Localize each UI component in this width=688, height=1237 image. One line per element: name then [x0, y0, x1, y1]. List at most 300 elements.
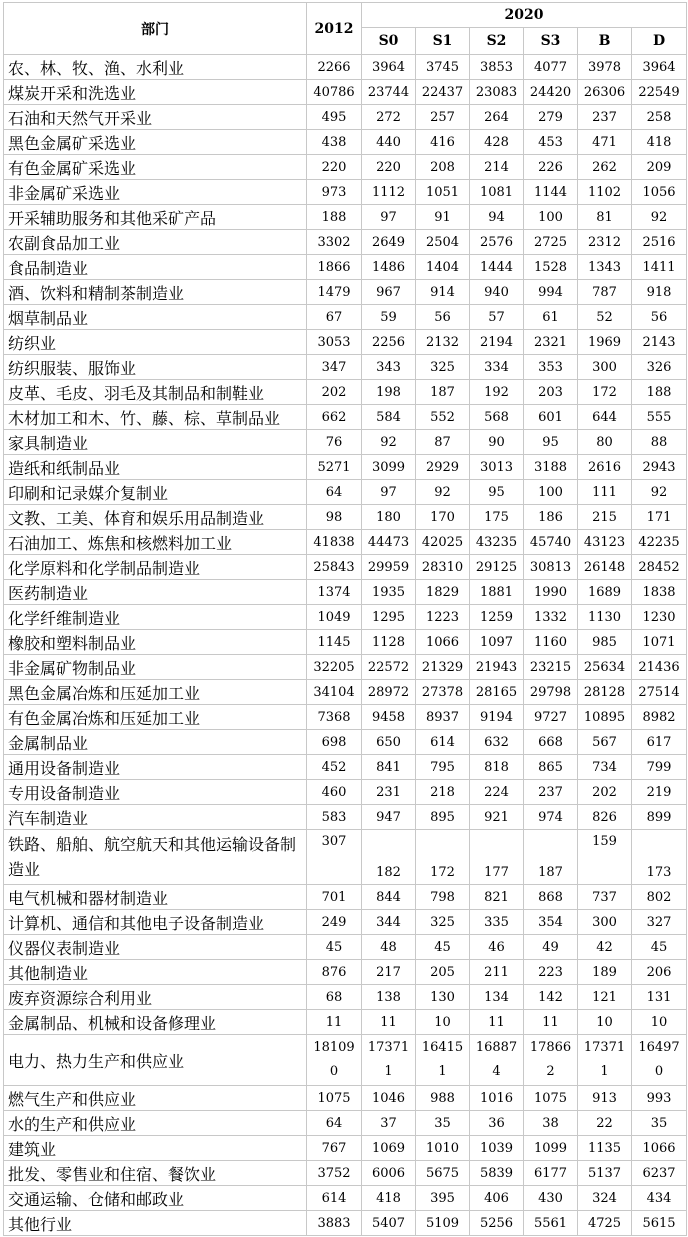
value-cell: 220 — [362, 155, 416, 180]
value-cell: 6177 — [524, 1161, 578, 1186]
value-cell: 264 — [470, 105, 524, 130]
value-cell: 87 — [416, 430, 470, 455]
value-cell-line: 2 — [546, 1064, 555, 1079]
value-cell: 434 — [632, 1186, 687, 1211]
value-cell: 189 — [578, 960, 632, 985]
value-cell: 29959 — [362, 555, 416, 580]
base-year-column-header: 2012 — [307, 3, 362, 55]
sector-cell: 医药制造业 — [4, 580, 307, 605]
value-cell: 21329 — [416, 655, 470, 680]
value-cell: 552 — [416, 405, 470, 430]
value-cell: 5561 — [524, 1211, 578, 1236]
value-cell: 172 — [578, 380, 632, 405]
sector-cell: 其他行业 — [4, 1211, 307, 1236]
value-cell: 45 — [416, 935, 470, 960]
table-row — [4, 530, 687, 555]
sector-cell: 汽车制造业 — [4, 805, 307, 830]
value-cell: 3964 — [362, 55, 416, 80]
value-cell: 25843 — [307, 555, 362, 580]
value-cell: 395 — [416, 1186, 470, 1211]
sector-cell: 批发、零售业和住宿、餐饮业 — [4, 1161, 307, 1186]
sector-cell: 有色金属矿采选业 — [4, 155, 307, 180]
sector-cell: 纺织服装、服饰业 — [4, 355, 307, 380]
value-cell: 100 — [524, 480, 578, 505]
sector-cell: 石油加工、炼焦和核燃料加工业 — [4, 530, 307, 555]
value-cell — [578, 1035, 632, 1086]
value-cell: 787 — [578, 280, 632, 305]
value-cell: 218 — [416, 780, 470, 805]
value-cell: 177 — [470, 830, 524, 885]
value-cell: 1071 — [632, 630, 687, 655]
sector-cell: 铁路、船舶、航空航天和其他运输设备制造业 — [4, 830, 307, 885]
value-cell: 219 — [632, 780, 687, 805]
value-cell: 42 — [578, 935, 632, 960]
value-cell: 186 — [524, 505, 578, 530]
value-cell: 826 — [578, 805, 632, 830]
value-cell: 27378 — [416, 680, 470, 705]
value-cell: 67 — [307, 305, 362, 330]
value-cell: 23083 — [470, 80, 524, 105]
table-row — [4, 480, 687, 505]
value-cell: 272 — [362, 105, 416, 130]
value-cell: 734 — [578, 755, 632, 780]
value-cell: 172 — [416, 830, 470, 885]
sector-cell: 黑色金属矿采选业 — [4, 130, 307, 155]
table-row — [4, 705, 687, 730]
table-row — [4, 1211, 687, 1236]
value-cell: 325 — [416, 355, 470, 380]
value-cell: 1066 — [632, 1136, 687, 1161]
value-cell: 11 — [524, 1010, 578, 1035]
value-cell: 1332 — [524, 605, 578, 630]
value-cell: 97 — [362, 205, 416, 230]
value-cell: 97 — [362, 480, 416, 505]
value-cell — [632, 1035, 687, 1086]
value-cell: 799 — [632, 755, 687, 780]
value-cell-line: 1 — [600, 1064, 609, 1079]
value-cell: 81 — [578, 205, 632, 230]
value-cell: 237 — [578, 105, 632, 130]
value-cell: 46 — [470, 935, 524, 960]
value-cell: 2266 — [307, 55, 362, 80]
value-cell: 9727 — [524, 705, 578, 730]
scenario-header-s3: S3 — [524, 28, 578, 55]
table-row — [4, 1035, 687, 1086]
table-body — [4, 55, 687, 1236]
value-cell: 187 — [416, 380, 470, 405]
sector-cell: 木材加工和木、竹、藤、棕、草制品业 — [4, 405, 307, 430]
table-row — [4, 960, 687, 985]
value-cell: 21943 — [470, 655, 524, 680]
value-cell: 22 — [578, 1111, 632, 1136]
value-cell: 1404 — [416, 255, 470, 280]
value-cell: 29798 — [524, 680, 578, 705]
value-cell: 1230 — [632, 605, 687, 630]
value-cell: 35 — [416, 1111, 470, 1136]
value-cell: 802 — [632, 885, 687, 910]
value-cell: 25634 — [578, 655, 632, 680]
value-cell: 555 — [632, 405, 687, 430]
value-cell: 1935 — [362, 580, 416, 605]
value-cell: 1479 — [307, 280, 362, 305]
value-cell: 1051 — [416, 180, 470, 205]
table-row — [4, 430, 687, 455]
value-cell: 1829 — [416, 580, 470, 605]
table-row — [4, 655, 687, 680]
value-cell-line: 4 — [492, 1064, 501, 1079]
table-row — [4, 1086, 687, 1111]
table-row — [4, 605, 687, 630]
value-cell: 3302 — [307, 230, 362, 255]
table-row — [4, 755, 687, 780]
value-cell: 668 — [524, 730, 578, 755]
value-cell: 211 — [470, 960, 524, 985]
value-cell: 347 — [307, 355, 362, 380]
value-cell: 471 — [578, 130, 632, 155]
value-cell: 818 — [470, 755, 524, 780]
energy-consumption-table — [3, 2, 687, 1236]
value-cell: 258 — [632, 105, 687, 130]
value-cell-line: 16415 — [421, 1040, 464, 1055]
value-cell: 1969 — [578, 330, 632, 355]
sector-cell: 煤炭开采和洗选业 — [4, 80, 307, 105]
sector-cell: 化学原料和化学制品制造业 — [4, 555, 307, 580]
value-cell: 2194 — [470, 330, 524, 355]
value-cell: 1102 — [578, 180, 632, 205]
value-cell: 11 — [470, 1010, 524, 1035]
value-cell: 257 — [416, 105, 470, 130]
value-cell: 1081 — [470, 180, 524, 205]
value-cell: 601 — [524, 405, 578, 430]
value-cell: 993 — [632, 1086, 687, 1111]
value-cell: 182 — [362, 830, 416, 885]
value-cell: 1223 — [416, 605, 470, 630]
value-cell: 10895 — [578, 705, 632, 730]
value-cell: 1099 — [524, 1136, 578, 1161]
value-cell: 44473 — [362, 530, 416, 555]
value-cell: 64 — [307, 1111, 362, 1136]
value-cell: 1112 — [362, 180, 416, 205]
value-cell: 1866 — [307, 255, 362, 280]
sector-cell: 酒、饮料和精制茶制造业 — [4, 280, 307, 305]
value-cell: 1128 — [362, 630, 416, 655]
value-cell: 324 — [578, 1186, 632, 1211]
value-cell: 632 — [470, 730, 524, 755]
table-row — [4, 1161, 687, 1186]
value-cell: 198 — [362, 380, 416, 405]
value-cell: 300 — [578, 355, 632, 380]
scenario-header-b: B — [578, 28, 632, 55]
value-cell-line: 18109 — [313, 1040, 355, 1055]
value-cell: 584 — [362, 405, 416, 430]
value-cell: 913 — [578, 1086, 632, 1111]
table-row — [4, 580, 687, 605]
value-cell: 617 — [632, 730, 687, 755]
value-cell: 9458 — [362, 705, 416, 730]
sector-cell: 专用设备制造业 — [4, 780, 307, 805]
value-cell: 192 — [470, 380, 524, 405]
sector-cell: 造纸和纸制品业 — [4, 455, 307, 480]
value-cell: 2649 — [362, 230, 416, 255]
value-cell: 1259 — [470, 605, 524, 630]
table-row — [4, 935, 687, 960]
value-cell: 1049 — [307, 605, 362, 630]
value-cell: 1010 — [416, 1136, 470, 1161]
sector-column-header: 部门 — [4, 3, 307, 55]
value-cell: 30813 — [524, 555, 578, 580]
scenario-header-d: D — [632, 28, 687, 55]
value-cell: 662 — [307, 405, 362, 430]
sector-cell: 通用设备制造业 — [4, 755, 307, 780]
value-cell: 5256 — [470, 1211, 524, 1236]
value-cell: 175 — [470, 505, 524, 530]
value-cell: 974 — [524, 805, 578, 830]
value-cell: 3188 — [524, 455, 578, 480]
table-row — [4, 780, 687, 805]
value-cell: 11 — [362, 1010, 416, 1035]
value-cell: 994 — [524, 280, 578, 305]
value-cell: 300 — [578, 910, 632, 935]
value-cell: 5615 — [632, 1211, 687, 1236]
sector-cell: 家具制造业 — [4, 430, 307, 455]
value-cell: 460 — [307, 780, 362, 805]
table-header — [4, 3, 687, 55]
value-cell: 6006 — [362, 1161, 416, 1186]
value-cell: 2312 — [578, 230, 632, 255]
value-cell: 4077 — [524, 55, 578, 80]
value-cell: 209 — [632, 155, 687, 180]
value-cell: 1144 — [524, 180, 578, 205]
value-cell: 42235 — [632, 530, 687, 555]
value-cell: 42025 — [416, 530, 470, 555]
value-cell: 48 — [362, 935, 416, 960]
value-cell: 430 — [524, 1186, 578, 1211]
value-cell: 27514 — [632, 680, 687, 705]
sector-cell: 水的生产和供应业 — [4, 1111, 307, 1136]
value-cell: 249 — [307, 910, 362, 935]
value-cell: 798 — [416, 885, 470, 910]
table-row — [4, 730, 687, 755]
table-row — [4, 255, 687, 280]
value-cell: 37 — [362, 1111, 416, 1136]
value-cell: 1135 — [578, 1136, 632, 1161]
value-cell: 6237 — [632, 1161, 687, 1186]
sector-cell: 其他制造业 — [4, 960, 307, 985]
value-cell: 1075 — [307, 1086, 362, 1111]
value-cell: 452 — [307, 755, 362, 780]
value-cell: 142 — [524, 985, 578, 1010]
value-cell: 43123 — [578, 530, 632, 555]
value-cell: 173 — [632, 830, 687, 885]
value-cell: 52 — [578, 305, 632, 330]
value-cell: 325 — [416, 910, 470, 935]
value-cell: 1145 — [307, 630, 362, 655]
value-cell: 2616 — [578, 455, 632, 480]
value-cell: 111 — [578, 480, 632, 505]
value-cell: 1039 — [470, 1136, 524, 1161]
value-cell: 64 — [307, 480, 362, 505]
value-cell: 1016 — [470, 1086, 524, 1111]
value-cell: 91 — [416, 205, 470, 230]
value-cell: 1097 — [470, 630, 524, 655]
value-cell: 844 — [362, 885, 416, 910]
value-cell: 26148 — [578, 555, 632, 580]
value-cell: 7368 — [307, 705, 362, 730]
value-cell: 90 — [470, 430, 524, 455]
value-cell-line: 0 — [329, 1064, 339, 1079]
value-cell: 10 — [416, 1010, 470, 1035]
value-cell: 416 — [416, 130, 470, 155]
value-cell: 23744 — [362, 80, 416, 105]
value-cell: 3053 — [307, 330, 362, 355]
value-cell: 2143 — [632, 330, 687, 355]
value-cell: 1486 — [362, 255, 416, 280]
table-row — [4, 885, 687, 910]
value-cell: 202 — [307, 380, 362, 405]
table-row — [4, 280, 687, 305]
sector-cell: 化学纤维制造业 — [4, 605, 307, 630]
value-cell: 3745 — [416, 55, 470, 80]
value-cell: 1374 — [307, 580, 362, 605]
value-cell: 28310 — [416, 555, 470, 580]
value-cell-line: 16887 — [475, 1040, 518, 1055]
value-cell: 1069 — [362, 1136, 416, 1161]
value-cell: 38 — [524, 1111, 578, 1136]
value-cell: 1990 — [524, 580, 578, 605]
value-cell: 1066 — [416, 630, 470, 655]
table-row — [4, 805, 687, 830]
value-cell: 418 — [632, 130, 687, 155]
value-cell: 1838 — [632, 580, 687, 605]
table-row — [4, 1010, 687, 1035]
value-cell: 220 — [307, 155, 362, 180]
table-row — [4, 180, 687, 205]
value-cell: 343 — [362, 355, 416, 380]
scenario-header-s1: S1 — [416, 28, 470, 55]
value-cell: 202 — [578, 780, 632, 805]
value-cell: 180 — [362, 505, 416, 530]
value-cell-line: 17371 — [367, 1040, 410, 1055]
value-cell: 1160 — [524, 630, 578, 655]
sector-cell: 黑色金属冶炼和压延加工业 — [4, 680, 307, 705]
value-cell-line: 16497 — [638, 1040, 680, 1055]
value-cell: 334 — [470, 355, 524, 380]
table-row — [4, 1186, 687, 1211]
value-cell: 40786 — [307, 80, 362, 105]
value-cell: 5839 — [470, 1161, 524, 1186]
value-cell: 203 — [524, 380, 578, 405]
value-cell: 94 — [470, 205, 524, 230]
value-cell: 5407 — [362, 1211, 416, 1236]
value-cell-line: 17866 — [529, 1040, 572, 1055]
value-cell: 68 — [307, 985, 362, 1010]
value-cell: 2576 — [470, 230, 524, 255]
value-cell: 2929 — [416, 455, 470, 480]
value-cell: 2943 — [632, 455, 687, 480]
value-cell: 95 — [470, 480, 524, 505]
value-cell: 940 — [470, 280, 524, 305]
sector-cell: 农副食品加工业 — [4, 230, 307, 255]
value-cell: 36 — [470, 1111, 524, 1136]
value-cell: 92 — [416, 480, 470, 505]
sector-cell: 文教、工美、体育和娱乐用品制造业 — [4, 505, 307, 530]
sector-cell: 废弃资源综合利用业 — [4, 985, 307, 1010]
value-cell: 26306 — [578, 80, 632, 105]
sector-cell: 仪器仪表制造业 — [4, 935, 307, 960]
table-row — [4, 355, 687, 380]
table-row — [4, 205, 687, 230]
value-cell: 821 — [470, 885, 524, 910]
sector-cell: 电力、热力生产和供应业 — [4, 1035, 307, 1086]
value-cell — [416, 1035, 470, 1086]
value-cell: 876 — [307, 960, 362, 985]
value-cell: 35 — [632, 1111, 687, 1136]
value-cell: 453 — [524, 130, 578, 155]
value-cell: 1046 — [362, 1086, 416, 1111]
sector-cell: 皮革、毛皮、羽毛及其制品和制鞋业 — [4, 380, 307, 405]
value-cell: 440 — [362, 130, 416, 155]
value-cell: 644 — [578, 405, 632, 430]
value-cell: 32205 — [307, 655, 362, 680]
value-cell: 1075 — [524, 1086, 578, 1111]
value-cell: 8982 — [632, 705, 687, 730]
value-cell: 45 — [632, 935, 687, 960]
value-cell: 121 — [578, 985, 632, 1010]
table-row — [4, 155, 687, 180]
value-cell: 918 — [632, 280, 687, 305]
value-cell: 2504 — [416, 230, 470, 255]
value-cell: 583 — [307, 805, 362, 830]
value-cell: 49 — [524, 935, 578, 960]
sector-cell: 建筑业 — [4, 1136, 307, 1161]
value-cell: 237 — [524, 780, 578, 805]
sector-cell: 非金属矿物制品业 — [4, 655, 307, 680]
value-cell: 23215 — [524, 655, 578, 680]
value-cell: 354 — [524, 910, 578, 935]
value-cell: 1444 — [470, 255, 524, 280]
value-cell: 326 — [632, 355, 687, 380]
table-row — [4, 985, 687, 1010]
value-cell: 57 — [470, 305, 524, 330]
table-row — [4, 330, 687, 355]
value-cell: 45 — [307, 935, 362, 960]
table-row — [4, 830, 687, 885]
value-cell: 865 — [524, 755, 578, 780]
sector-cell: 印刷和记录媒介复制业 — [4, 480, 307, 505]
value-cell: 205 — [416, 960, 470, 985]
value-cell: 188 — [307, 205, 362, 230]
value-cell: 914 — [416, 280, 470, 305]
value-cell: 568 — [470, 405, 524, 430]
value-cell: 1881 — [470, 580, 524, 605]
value-cell: 767 — [307, 1136, 362, 1161]
value-cell: 88 — [632, 430, 687, 455]
value-cell: 41838 — [307, 530, 362, 555]
table-row — [4, 505, 687, 530]
value-cell: 3978 — [578, 55, 632, 80]
sector-cell: 开采辅助服务和其他采矿产品 — [4, 205, 307, 230]
value-cell: 98 — [307, 505, 362, 530]
value-cell: 614 — [416, 730, 470, 755]
value-cell: 353 — [524, 355, 578, 380]
value-cell: 3883 — [307, 1211, 362, 1236]
sector-cell: 金属制品业 — [4, 730, 307, 755]
value-cell: 650 — [362, 730, 416, 755]
sector-cell: 石油和天然气开采业 — [4, 105, 307, 130]
value-cell: 28452 — [632, 555, 687, 580]
scenario-header-s0: S0 — [362, 28, 416, 55]
value-cell: 56 — [632, 305, 687, 330]
